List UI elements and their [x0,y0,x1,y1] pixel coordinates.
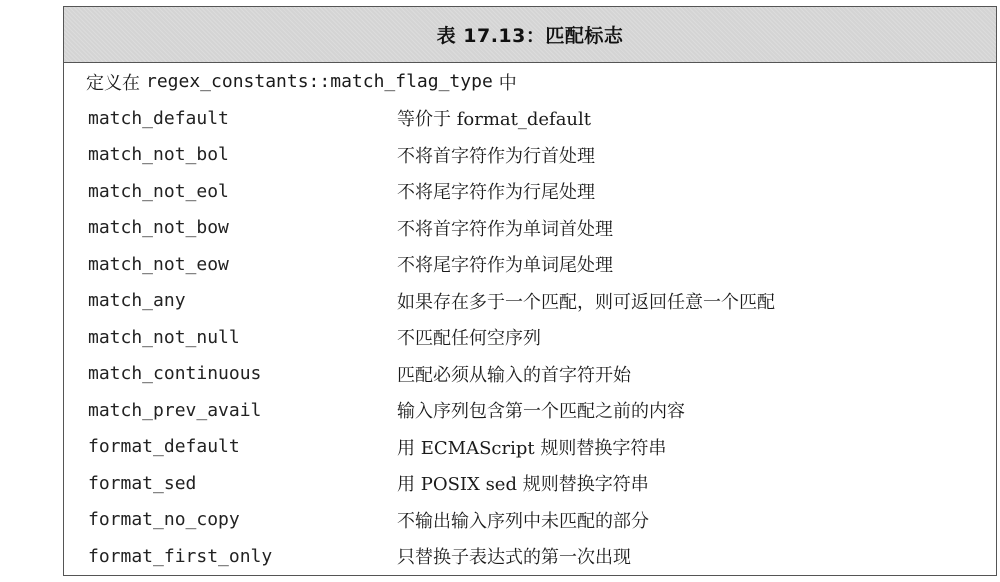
flag-description: 输入序列包含第一个匹配之前的内容 [397,401,685,423]
flag-description: 只替换子表达式的第一次出现 [397,547,631,569]
table-row [64,502,996,539]
intro-prefix: 定义在 [86,72,140,94]
table-body [64,63,996,575]
flag-name: match_not_bol [88,144,229,166]
match-flags-table [63,6,997,576]
table-intro [64,63,996,100]
flag-name: match_default [88,107,229,129]
table-row [64,100,996,137]
table-row [64,538,996,575]
table-title: 表 17.13：匹配标志 [436,25,624,47]
table-row [64,210,996,247]
flag-description: 不匹配任何空序列 [397,328,541,350]
flag-description: 用 POSIX sed 规则替换字符串 [397,474,649,496]
flag-name: format_default [88,436,240,458]
table-title-bar [64,7,996,63]
flag-description: 不将尾字符作为单词尾处理 [397,255,613,277]
flag-description: 匹配必须从输入的首字符开始 [397,364,631,386]
table-row [64,246,996,283]
table-row [64,392,996,429]
intro-suffix: 中 [498,72,517,94]
flag-name: format_sed [88,472,197,494]
flag-description: 等价于 format_default [397,109,592,131]
table-row [64,283,996,320]
table-row [64,173,996,210]
table-row [64,465,996,502]
flag-name: match_any [88,290,186,312]
table-row [64,356,996,393]
table-rows [64,100,996,575]
flag-name: format_first_only [88,545,273,567]
flag-description: 不将首字符作为行首处理 [397,145,595,167]
intro-code: regex_constants::match_flag_type [146,71,493,92]
flag-name: match_not_bow [88,217,229,239]
flag-name: match_continuous [88,363,262,385]
flag-description: 不输出输入序列中未匹配的部分 [397,510,649,532]
flag-description: 用 ECMAScript 规则替换字符串 [397,437,667,459]
flag-name: match_not_eow [88,253,229,275]
flag-description: 不将首字符作为单词首处理 [397,218,613,240]
table-row [64,137,996,174]
flag-description: 不将尾字符作为行尾处理 [397,182,595,204]
flag-name: match_not_eol [88,180,229,202]
flag-name: match_not_null [88,326,240,348]
flag-description: 如果存在多于一个匹配，则可返回任意一个匹配 [397,291,775,313]
table-row [64,429,996,466]
flag-name: format_no_copy [88,509,240,531]
flag-name: match_prev_avail [88,399,262,421]
table-row [64,319,996,356]
